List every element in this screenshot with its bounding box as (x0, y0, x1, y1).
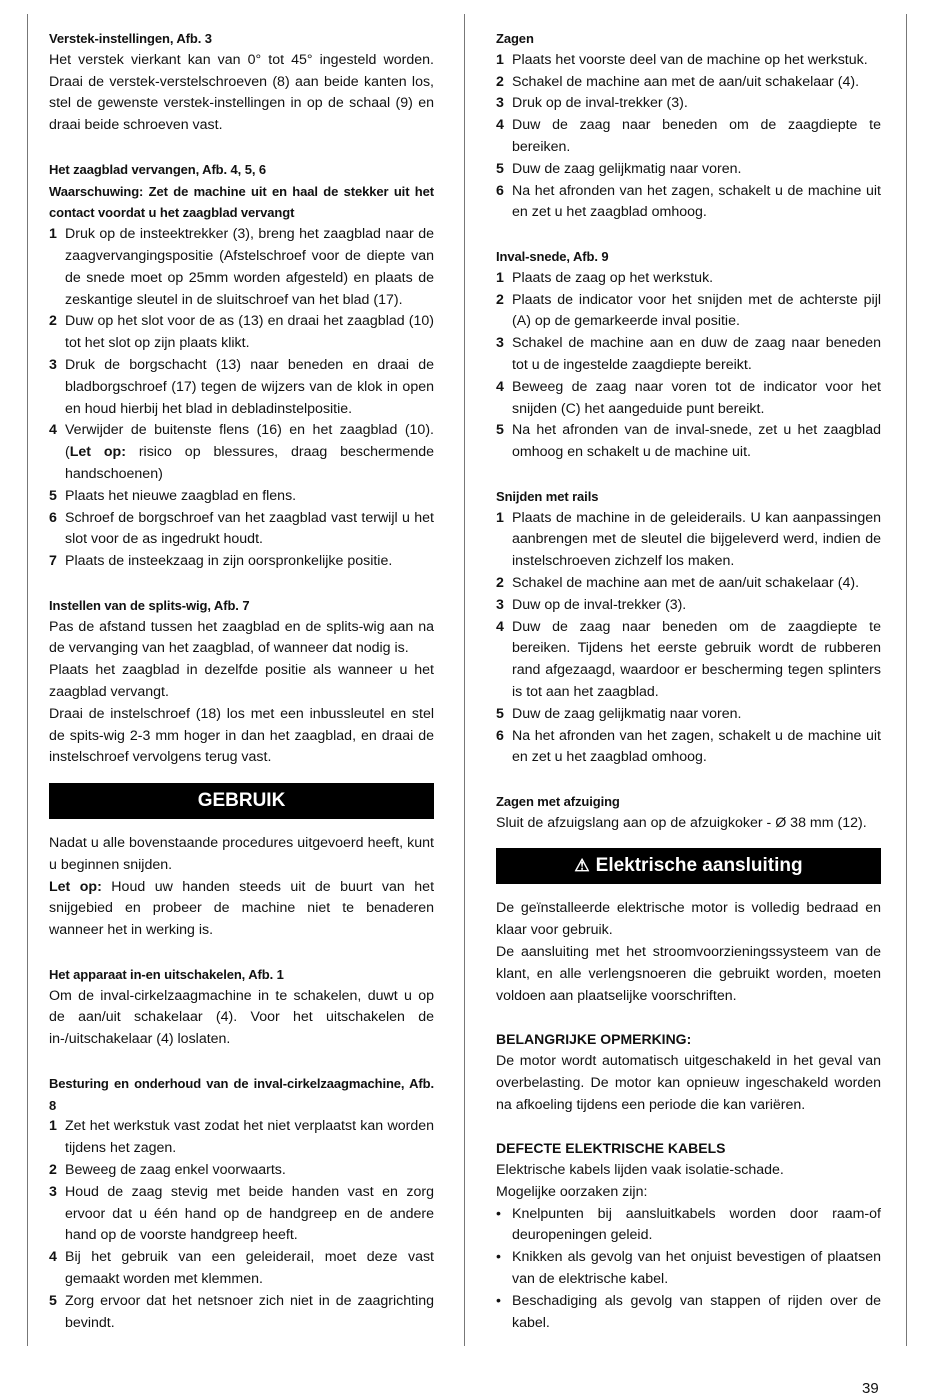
list-item: 3 Duw op de inval-trekker (3). (496, 596, 687, 613)
list-item: 5 Duw de zaag gelijkmatig naar voren. (496, 160, 742, 177)
left-margin-rule (27, 14, 28, 1346)
gebruik-note: Let op: Houd uw handen steeds uit de buurt van het snijgebied en probeer de machine niet te benaderen wanneer het in werking is. (49, 878, 435, 939)
list-item: 5 Plaats het nieuwe zaagblad en flens. (49, 487, 297, 504)
left-column (49, 28, 434, 1334)
column-divider-rule (464, 14, 465, 1346)
zagen-steps-list (496, 50, 881, 224)
section-heading-belangrijke-opmerking: BELANGRIJKE OPMERKING: (496, 1031, 692, 1048)
right-margin-rule (906, 14, 907, 1346)
list-item: 1 Druk op de insteektrekker (3), breng het zaagblad naar de zaagvervangingspositie (Afstelschroef voor de diepte van de snede moet op 25mm worden afgesteld) en plaats de zeskantige sleutel in de sluitschroef van het blad (17). (49, 226, 434, 308)
list-item: 3 Houd de zaag stevig met beide handen vast en zorg ervoor dat u één hand op de handgreep en de andere hand op de voorste handgreep heeft. (49, 1183, 434, 1244)
list-item: 2 Schakel de machine aan met de aan/uit schakelaar (4). (496, 73, 860, 90)
section-heading-in-uitschakelen: Het apparaat in-en uitschakelen, Afb. 1 (49, 966, 284, 982)
list-item: 1 Plaats de zaag op het werkstuk. (496, 269, 714, 286)
defecte-kabels-text-1: Elektrische kabels lijden vaak isolatie-schade. (496, 1162, 784, 1179)
list-item: 5 Na het afronden van de inval-snede, zet u het zaagblad omhoog en schakelt u de machine uit. (496, 422, 881, 461)
aansluiting-text-2: De aansluiting met het stroomvoorzieningssysteem van de klant, en alle verlengsnoeren die gebruikt worden, moeten voldoen aan plaatselijke voorschriften. (496, 944, 881, 1004)
list-item: 5 Zorg ervoor dat het netsnoer zich niet in de zaagrichting bevindt. (49, 1292, 434, 1331)
list-item: 6 Na het afronden van het zagen, schakelt u de machine uit en zet u het zaagblad omhoog. (496, 182, 881, 221)
defecte-kabels-text-2: Mogelijke oorzaken zijn: (496, 1183, 648, 1200)
section-heading-inval-snede: Inval-snede, Afb. 9 (496, 248, 609, 264)
list-item: 2 Beweeg de zaag enkel voorwaarts. (49, 1162, 286, 1179)
list-item: 4 Verwijder de buitenste flens (16) en het zaagblad (10). (Let op: risico op blessures, draag beschermende handschoenen) (49, 422, 434, 482)
list-item: 4 Beweeg de zaag naar voren tot de indicator voor het snijden (C) het aangeduide punt bereikt. (496, 378, 881, 417)
list-item: 2 Plaats de indicator voor het snijden met de achterste pijl (A) op de gemarkeerde inval positie. (496, 291, 881, 330)
inval-snede-steps-list (496, 268, 881, 464)
list-item: 2 Duw op het slot voor de as (13) en draai het zaagblad (10) tot het slot op zijn plaats klikt. (49, 313, 434, 352)
zaagblad-warning: Waarschuwing: Zet de machine uit en haal de stekker uit het contact voordat u het zaagblad vervangt (49, 183, 434, 221)
list-item: 5 Duw de zaag gelijkmatig naar voren. (496, 705, 742, 722)
list-item: • Beschadiging als gevolg van stappen of rijden over de kabel. (496, 1292, 881, 1331)
in-uitschakelen-text: Om de inval-cirkelzaagmachine in te schakelen, duwt u op de aan/uit schakelaar (4). Voor het uitschakelen de in-/uitschakelaar (4) loslaten. (49, 987, 434, 1048)
section-heading-besturing: Besturing en onderhoud van de inval-cirkelzaagmachine, Afb. 8 (49, 1075, 434, 1113)
gebruik-intro: Nadat u alle bovenstaande procedures uitgevoerd heeft, kunt u beginnen snijden. (49, 835, 434, 873)
section-heading-verstek: Verstek-instellingen, Afb. 3 (49, 31, 212, 46)
rails-steps-list (496, 508, 881, 770)
list-item: 4 Duw de zaag naar beneden om de zaagdiepte te bereiken. Tijdens het eerste gebruik wordt de rubberen rand afgezaagd, waardoor er bescherming tegen splinters is tot aan het zaagblad. (496, 618, 881, 700)
afzuiging-text: Sluit de afzuigslang aan op de afzuigkoker - Ø 38 mm (12). (496, 814, 867, 831)
warning-triangle-icon: ⚠ (574, 856, 590, 876)
list-item: 1 Plaats het voorste deel van de machine op het werkstuk. (496, 51, 868, 68)
section-heading-zagen: Zagen (496, 31, 534, 46)
section-heading-defecte-kabels: DEFECTE ELEKTRISCHE KABELS (496, 1140, 726, 1157)
right-column (496, 28, 881, 1334)
belangrijke-opmerking-text: De motor wordt automatisch uitgeschakeld in het geval van overbelasting. De motor kan opnieuw ingeschakeld worden na afkoeling tijdens een periode die kan variëren. (496, 1053, 881, 1113)
gebruik-banner (49, 783, 434, 819)
zaagblad-steps-list (49, 224, 434, 573)
list-item: 1 Plaats de machine in de geleiderails. U kan aanpassingen aanbrengen met de sleutel die bijgeleverd werd, indien de instelschroeven zichzelf los maken. (496, 509, 881, 570)
section-heading-afzuiging: Zagen met afzuiging (496, 793, 620, 809)
defecte-kabels-bullets (496, 1204, 881, 1335)
elektrische-aansluiting-title: Elektrische aansluiting (595, 855, 803, 877)
list-item: • Knikken als gevolg van het onjuist bevestigen of plaatsen van de elektrische kabel. (496, 1249, 881, 1288)
list-item: 7 Plaats de insteekzaag in zijn oorspronkelijke positie. (49, 553, 393, 570)
list-item: 3 Schakel de machine aan en duw de zaag naar beneden tot u de ingestelde zaagdiepte bereikt. (496, 335, 881, 373)
section-heading-snijden-met-rails: Snijden met rails (496, 488, 599, 504)
list-item: 3 Druk de borgschacht (13) naar beneden en draai de bladborgschroef (17) tegen de wijzers van de klok in open en houd hierbij het blad in debladinstelpositie. (49, 356, 434, 417)
list-item: 3 Druk op de inval-trekker (3). (496, 95, 688, 112)
list-item: 4 Bij het gebruik van een geleiderail, moet deze vast gemaakt worden met klemmen. (49, 1249, 434, 1288)
aansluiting-text-1: De geïnstalleerde elektrische motor is volledig bedraad en klaar voor gebruik. (496, 900, 881, 939)
page-number: 39 (862, 1380, 879, 1397)
section-heading-zaagblad-vervangen: Het zaagblad vervangen, Afb. 4, 5, 6 (49, 161, 266, 177)
elektrische-aansluiting-banner (496, 848, 881, 884)
list-item: 1 Zet het werkstuk vast zodat het niet verplaatst kan worden tijdens het zagen. (49, 1118, 434, 1157)
list-item: 6 Schroef de borgschroef van het zaagblad vast terwijl u het slot voor de as ingedrukt houdt. (49, 509, 434, 548)
section-heading-splits-wig: Instellen van de splits-wig, Afb. 7 (49, 597, 250, 613)
gebruik-banner-title: GEBRUIK (197, 790, 286, 812)
list-item: 6 Na het afronden van het zagen, schakelt u de machine uit en zet u het zaagblad omhoog. (496, 727, 881, 766)
splits-wig-text-2: Plaats het zaagblad in dezelfde positie als wanneer u het zaagblad vervangt. (49, 662, 434, 700)
splits-wig-text-3: Draai de instelschroef (18) los met een inbussleutel en stel de spits-wig 2-3 mm hoger in dan het zaagblad, en draai de instelschroef vervolgens terug vast. (49, 705, 434, 766)
list-item: 2 Schakel de machine aan met de aan/uit schakelaar (4). (496, 574, 860, 591)
list-item: 4 Duw de zaag naar beneden om de zaagdiepte te bereiken. (496, 117, 881, 155)
verstek-text: Het verstek vierkant kan van 0° tot 45° ingesteld worden. Draai de verstek-verstelschroeven (8) aan beide kanten los, stel de gewenste verstek-instellingen in op de schaal (9) en draai beide schroeven vast. (49, 51, 434, 134)
list-item: • Knelpunten bij aansluitkabels worden door raam-of deuropeningen geleid. (496, 1205, 881, 1244)
splits-wig-text-1: Pas de afstand tussen het zaagblad en de splits-wig aan na de vervanging van het zaagblad, of wanneer dat nodig is. (49, 618, 434, 657)
besturing-steps-list (49, 1116, 434, 1334)
